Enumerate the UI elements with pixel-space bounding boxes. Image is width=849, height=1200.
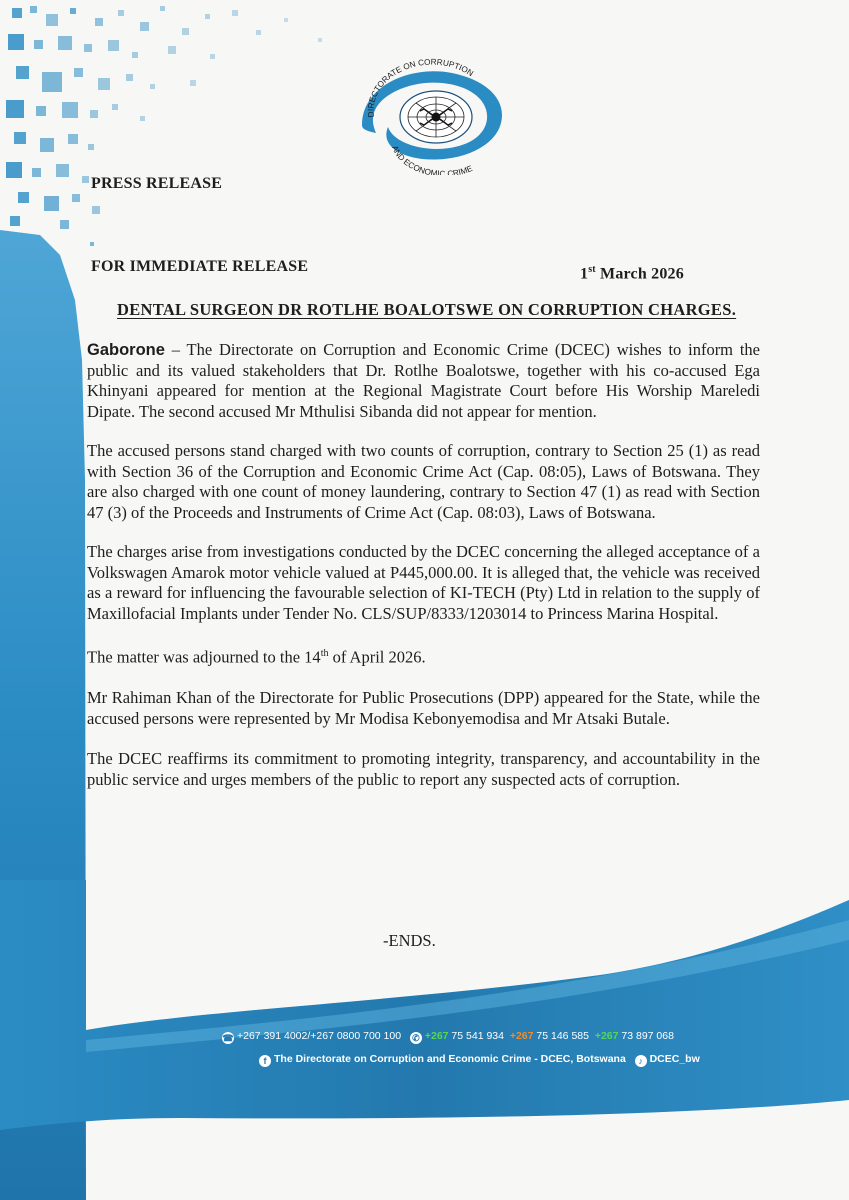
paragraph-1: Gaborone – The Directorate on Corruption and Economic Crime (DCEC) wishes to inform the public and its valued stakeholders that Dr. Rotlhe Boalotswe, together with his co-accused Ega Khinyani appeared for mention at the Regional Magistrate Court before His Worship Mareledi Dipate. The second accused Mr Mthulisi Sibanda did not appear for mention.	[87, 340, 760, 421]
press-release-heading: PRESS RELEASE	[91, 175, 223, 192]
tiktok-icon: ♪	[635, 1055, 647, 1067]
for-immediate-release-label: FOR IMMEDIATE RELEASE	[91, 258, 309, 275]
paragraph-6: The DCEC reaffirms its commitment to promoting integrity, transparency, and accountability in the public service and urges members of the public to report any suspected acts of corruption.	[87, 749, 760, 789]
paragraph-4: The matter was adjourned to the 14th of April 2026.	[87, 647, 426, 667]
dcec-logo	[352, 55, 510, 175]
ends-marker: -ENDS.	[383, 931, 436, 950]
svg-text:DIRECTORATE ON CORRUPTION: DIRECTORATE ON CORRUPTION	[366, 57, 475, 118]
footer-phone-line: ☎ +267 391 4002/+267 0800 700 100 ✆ +267 75 541 934 +267 75 146 585 +267 73 897 068	[222, 1030, 674, 1043]
paragraph-5: Mr Rahiman Khan of the Directorate for Public Prosecutions (DPP) appeared for the State, while the accused persons were represented by Mr Modisa Kebonyemodisa and Mr Atsaki Butale.	[87, 688, 760, 728]
social-handle: DCEC_bw	[649, 1053, 700, 1065]
facebook-icon: f	[259, 1055, 271, 1067]
paragraph-2: The accused persons stand charged with two counts of corruption, contrary to Section 25 (1) as read with Section 36 of the Corruption and Economic Crime Act (Cap. 08:05), Laws of Botswana. They are also charged with one count of money laundering, contrary to Section 47 (1) as read with Section 47 (3) of the Proceeds and Instruments of Crime Act (Cap. 08:03), Laws of Botswana.	[87, 441, 760, 522]
paragraph-3: The charges arise from investigations conducted by the DCEC concerning the alleged acceptance of a Volkswagen Amarok motor vehicle valued at P445,000.00. It is alleged that, the vehicle was received as a reward for influencing the favourable selection of KI-TECH (Pty) Ltd in relation to the supply of Maxillofacial Implants under Tender No. CLS/SUP/8333/1203014 to Princess Marina Hospital.	[87, 542, 760, 623]
footer-social-line	[259, 1053, 700, 1067]
release-date: 1st March 2026	[580, 264, 684, 283]
facebook-page-name: The Directorate on Corruption and Economic Crime - DCEC, Botswana	[274, 1053, 626, 1065]
press-release-title: DENTAL SURGEON DR ROTLHE BOALOTSWE ON CORRUPTION CHARGES.	[117, 300, 737, 319]
press-release-body	[87, 340, 760, 790]
phone-icon: ☎	[222, 1033, 234, 1043]
landline-numbers: +267 391 4002/+267 0800 700 100	[237, 1030, 402, 1042]
whatsapp-icon: ✆	[410, 1032, 422, 1044]
svg-text:AND ECONOMIC CRIME: AND ECONOMIC CRIME	[390, 144, 474, 175]
